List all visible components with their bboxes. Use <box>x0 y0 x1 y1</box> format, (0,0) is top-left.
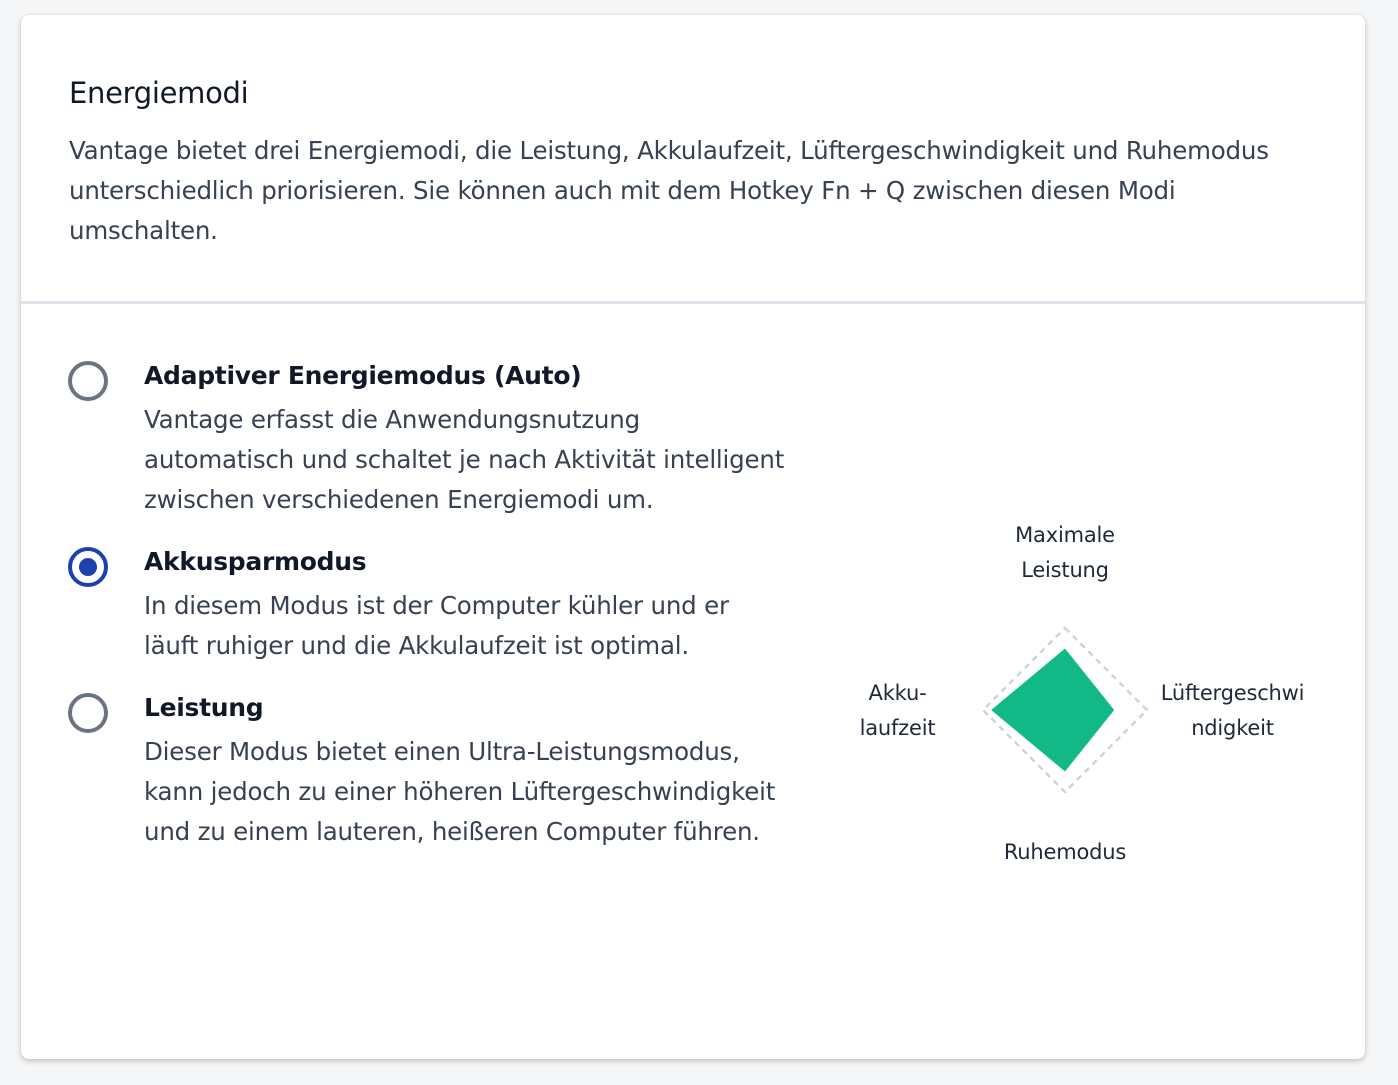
radio-button-battery-saver[interactable] <box>68 547 108 587</box>
section-title: Energiemodi <box>69 76 249 110</box>
mode-description-battery-saver: In diesem Modus ist der Computer kühler und er läuft ruhiger und die Akkulaufzeit ist optimal. <box>144 591 729 660</box>
mode-option-battery-saver[interactable] <box>68 542 788 666</box>
mode-option-auto[interactable] <box>68 356 788 520</box>
mode-description-auto: Vantage erfasst die Anwendungsnutzung automatisch und schaltet je nach Aktivität intelligent zwischen verschiedenen Energiemodi um. <box>144 405 785 514</box>
mode-description-performance: Dieser Modus bietet einen Ultra-Leistungsmodus, kann jedoch zu einer höheren Lüftergeschwindigkeit und zu einem lauteren, heißeren Computer führen. <box>144 737 776 846</box>
mode-title-auto[interactable]: Adaptiver Energiemodus (Auto) <box>144 361 582 390</box>
axis-label-quiet-mode: Ruhemodus <box>1003 840 1127 864</box>
mode-title-battery-saver[interactable]: Akkusparmodus <box>144 547 367 576</box>
radar-value-area <box>991 649 1114 772</box>
mode-option-performance[interactable] <box>68 688 788 852</box>
section-description: Vantage bietet drei Energiemodi, die Leistung, Akkulaufzeit, Lüftergeschwindigkeit und Ruhemodus unterschiedlich priorisieren. Sie können auch mit dem Hotkey Fn + Q zwischen diesen Modi umschalten. <box>69 136 1269 245</box>
axis-label-fan-speed: Lüftergeschwi ndigkeit <box>1160 681 1305 740</box>
radio-button-auto[interactable] <box>68 361 108 401</box>
axis-label-max-performance: Maximale Leistung <box>1015 523 1115 582</box>
card-header <box>21 15 1365 304</box>
radio-button-performance[interactable] <box>68 693 108 733</box>
mode-radar-chart <box>820 500 1320 880</box>
mode-title-performance[interactable]: Leistung <box>144 693 264 722</box>
axis-label-battery-life: Akku- laufzeit <box>859 681 936 740</box>
power-mode-radio-group <box>68 356 788 852</box>
